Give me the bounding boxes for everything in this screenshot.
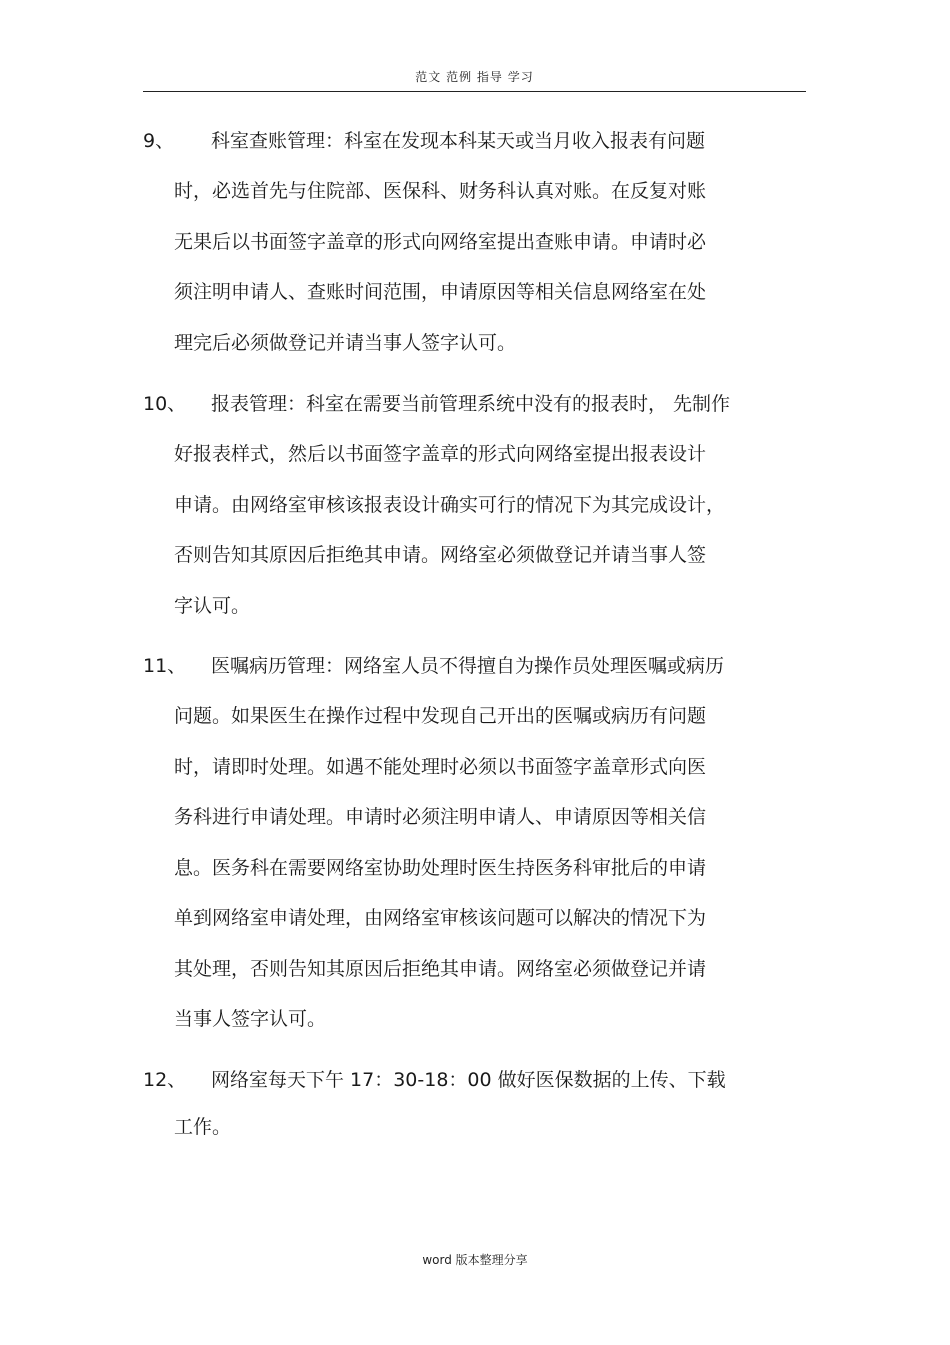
item-text-line: 时，请即时处理。如遇不能处理时必须以书面签字盖章形式向医: [174, 756, 707, 778]
item-text-line: 申请。由网络室审核该报表设计确实可行的情况下为其完成设计，: [174, 494, 726, 516]
item-text-line: 否则告知其原因后拒绝其申请。网络室必须做登记并请当事人签: [174, 544, 707, 566]
item-number: 10、: [143, 393, 187, 415]
item-text-line: 理完后必须做登记并请当事人签字认可。: [174, 332, 517, 354]
item-number: 11、: [143, 655, 187, 677]
item-number: 9、: [143, 130, 175, 152]
item-text-line: 须注明申请人、查账时间范围，申请原因等相关信息网络室在处: [174, 281, 707, 303]
item-text-line: 务科进行申请处理。申请时必须注明申请人、申请原因等相关信: [174, 806, 707, 828]
page-header: 范文 范例 指导 学习: [415, 70, 534, 84]
item-text-line: 息。医务科在需要网络室协助处理时医生持医务科审批后的申请: [174, 857, 707, 879]
item-text-line: 医嘱病历管理：网络室人员不得擅自为操作员处理医嘱或病历: [211, 655, 725, 677]
item-text-line: 无果后以书面签字盖章的形式向网络室提出查账申请。申请时必: [174, 231, 707, 253]
item-text-line: 其处理，否则告知其原因后拒绝其申请。网络室必须做登记并请: [174, 958, 707, 980]
item-number: 12、: [143, 1069, 187, 1091]
item-text-line: 好报表样式，然后以书面签字盖章的形式向网络室提出报表设计: [174, 443, 707, 465]
item-text-line: 当事人签字认可。: [174, 1008, 327, 1030]
item-text-line: 时，必选首先与住院部、医保科、财务科认真对账。在反复对账: [174, 180, 707, 202]
item-text-line: 问题。如果医生在操作过程中发现自己开出的医嘱或病历有问题: [174, 705, 707, 727]
page-footer: word 版本整理分享: [422, 1253, 528, 1267]
item-text-line: 报表管理：科室在需要当前管理系统中没有的报表时， 先制作: [211, 393, 731, 415]
item-text-line: 工作。: [174, 1116, 232, 1138]
item-text-line: 单到网络室申请处理，由网络室审核该问题可以解决的情况下为: [174, 907, 707, 929]
item-text-line: 网络室每天下午 17：30-18：00 做好医保数据的上传、下载: [211, 1069, 726, 1091]
header-divider: [143, 91, 806, 92]
item-text-line: 科室查账管理：科室在发现本科某天或当月收入报表有问题: [211, 130, 706, 152]
item-text-line: 字认可。: [174, 595, 251, 617]
